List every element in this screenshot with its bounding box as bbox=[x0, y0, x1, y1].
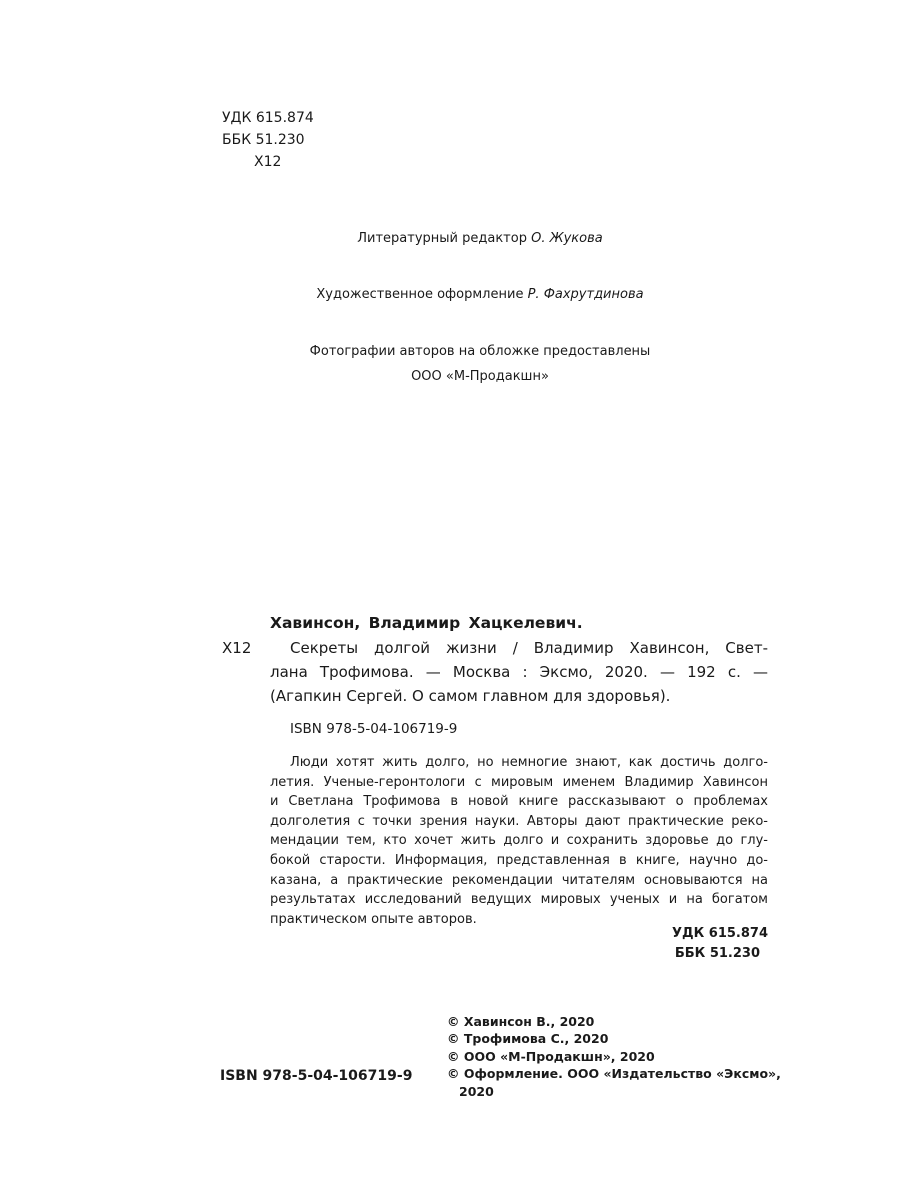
annotation-line: практическом опыте авторов. bbox=[270, 911, 477, 927]
photo-credit-line2: ООО «М-Продакшн» bbox=[411, 369, 549, 384]
footer-isbn: ISBN 978-5-04-106719-9 bbox=[220, 1068, 413, 1084]
literary-editor-credit bbox=[0, 231, 900, 246]
citation-line: (Агапкин Сергей. О самом главном для здоровья). bbox=[270, 687, 671, 705]
citation-line: лана Трофимова. — Москва : Эксмо, 2020. — 192 с. — bbox=[270, 663, 768, 681]
author-mark: Х12 bbox=[222, 639, 252, 657]
copyright-line: © Хавинсон В., 2020 bbox=[447, 1014, 595, 1029]
copyright-line: © Трофимова С., 2020 bbox=[447, 1031, 609, 1047]
annotation-line: летия. Ученые-геронтологи с мировым именем Владимир Хавинсон bbox=[270, 774, 768, 790]
catalog-udk: УДК 615.874 bbox=[672, 926, 768, 941]
copyright-block bbox=[447, 1013, 781, 1100]
design-credit bbox=[0, 287, 900, 302]
copyright-line: 2020 bbox=[459, 1083, 494, 1099]
citation-line: Секреты долгой жизни / Владимир Хавинсон, Свет- bbox=[290, 639, 768, 657]
photo-credit-line1: Фотографии авторов на обложке предоставлены bbox=[309, 344, 651, 359]
annotation-line: бокой старости. Информация, представленная в книге, научно до- bbox=[270, 852, 768, 868]
editor-label: Литературный редактор bbox=[357, 231, 527, 246]
annotation-line: казана, а практические рекомендации читателям основываются на bbox=[270, 872, 768, 888]
author-heading: Хавинсон, Владимир Хацкелевич. bbox=[270, 614, 583, 632]
editor-name: О. Жукова bbox=[531, 231, 603, 246]
copyright-line: © Оформление. ООО «Издательство «Эксмо», bbox=[447, 1066, 781, 1082]
design-label: Художественное оформление bbox=[316, 287, 524, 302]
copyright-line: © ООО «М-Продакшн», 2020 bbox=[447, 1048, 655, 1064]
design-name: Р. Фахрутдинова bbox=[527, 287, 644, 302]
annotation-line: Люди хотят жить долго, но немногие знают, как достичь долго- bbox=[290, 755, 768, 770]
annotation-line: долголетия с точки зрения науки. Авторы дают практические реко- bbox=[270, 813, 768, 829]
bbk-code-top: ББК 51.230 bbox=[222, 132, 305, 148]
annotation bbox=[270, 753, 768, 929]
udk-code-top: УДК 615.874 bbox=[222, 110, 314, 126]
catalog-isbn: ISBN 978-5-04-106719-9 bbox=[290, 721, 458, 737]
annotation-line: результатах исследований ведущих мировых ученых и на богатом bbox=[270, 892, 768, 908]
annotation-line: мендации тем, кто хочет жить долго и сохранить здоровье до глу- bbox=[270, 833, 768, 849]
annotation-line: и Светлана Трофимова в новой книге рассказывают о проблемах bbox=[270, 794, 768, 810]
bibliographic-citation bbox=[270, 636, 768, 708]
catalog-bbk: ББК 51.230 bbox=[674, 946, 760, 961]
author-mark-top: Х12 bbox=[254, 154, 282, 170]
